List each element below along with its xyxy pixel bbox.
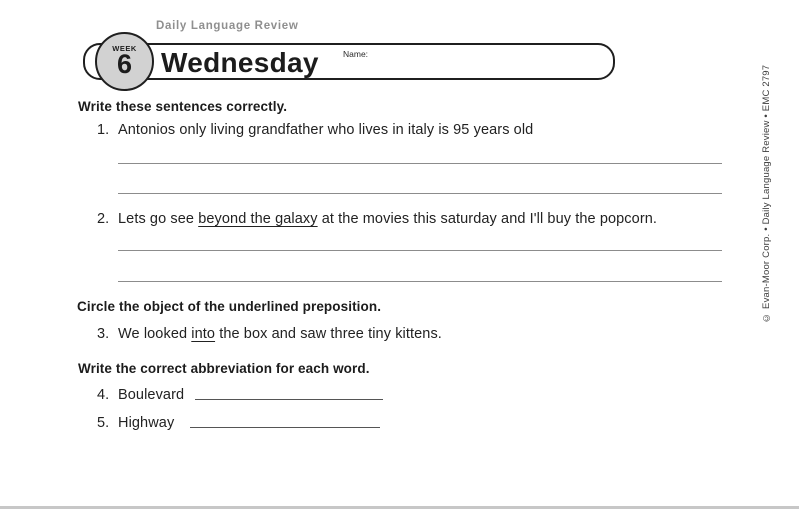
question-2 [97,211,657,227]
question-1-number: 1. [97,122,110,138]
answer-line-4[interactable] [195,399,383,400]
week-badge [95,32,154,91]
question-4 [97,387,184,403]
question-3-number: 3. [97,326,110,342]
copyright-credit: © Evan-Moor Corp. • Daily Language Review • EMC 2797 [761,64,772,324]
answer-line-5[interactable] [190,427,380,428]
answer-line-2b[interactable] [118,281,722,282]
section-heading-sentences: Write these sentences correctly. [78,99,288,114]
question-3-text-post: the box and saw three tiny kittens. [215,326,442,342]
name-label: Name: [343,49,369,59]
answer-line-1b[interactable] [118,193,722,194]
question-2-text-pre: Lets go see [118,211,199,227]
question-5-word: Highway [118,415,175,431]
question-4-word: Boulevard [118,387,185,403]
question-3 [97,326,442,342]
question-2-underlined-phrase: beyond the galaxy [198,211,318,227]
week-number: 6 [116,49,133,80]
week-label: WEEK [112,43,137,53]
section-heading-abbreviation: Write the correct abbreviation for each word. [78,361,370,376]
question-2-text-post: at the movies this saturday and I'll buy the popcorn. [317,211,658,227]
page-bottom-rule [0,506,799,509]
answer-line-1a[interactable] [118,163,722,164]
day-title: Wednesday [161,47,319,78]
question-5-number: 5. [97,415,110,431]
question-1-text: Antonios only living grandfather who lives in italy is 95 years old [118,122,534,138]
question-1 [97,122,533,138]
answer-line-2a[interactable] [118,250,722,251]
question-2-number: 2. [97,211,110,227]
question-4-number: 4. [97,387,110,403]
question-3-text-pre: We looked [118,326,192,342]
series-title: Daily Language Review [156,20,299,32]
section-heading-preposition: Circle the object of the underlined preposition. [77,299,382,314]
question-5 [97,415,174,431]
question-3-underlined-preposition: into [191,326,216,342]
